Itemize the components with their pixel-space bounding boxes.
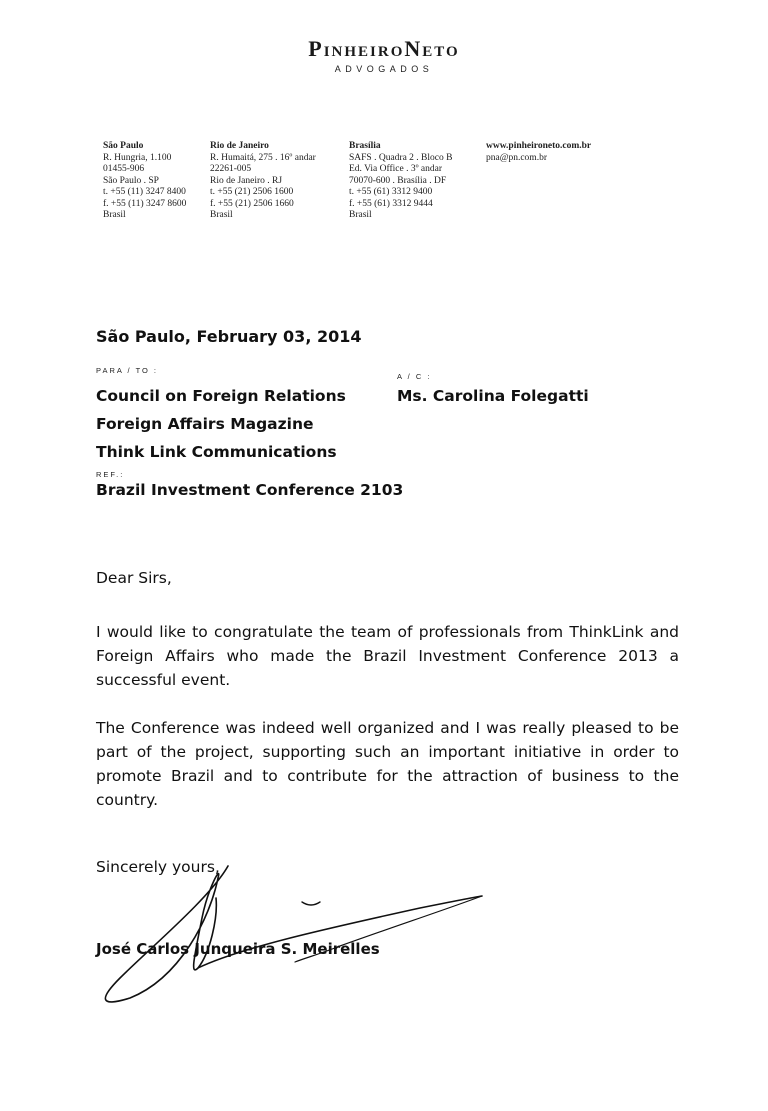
office-line: Brasil bbox=[103, 210, 126, 220]
firm-name: PinheiroNeto bbox=[308, 36, 460, 61]
office-line: t. +55 (11) 3247 8400 bbox=[103, 187, 186, 197]
recipient-list bbox=[96, 382, 346, 466]
attention-label: A / C : bbox=[397, 372, 432, 381]
paragraph-2: The Conference was indeed well organized and I was really pleased to be part of the project, supporting such an important initiative in order to promote Brazil and to contribute for the attraction of business to the country. bbox=[96, 719, 679, 809]
office-brasilia bbox=[349, 141, 452, 222]
reference-label: REF.: bbox=[96, 470, 125, 479]
office-line: São Paulo . SP bbox=[103, 175, 159, 186]
office-line: Brasil bbox=[210, 210, 233, 220]
office-line: 01455-906 bbox=[103, 164, 145, 174]
firm-email[interactable]: pna@pn.com.br bbox=[486, 152, 547, 163]
office-line: 70070-600 . Brasília . DF bbox=[349, 175, 447, 186]
reference: Brazil Investment Conference 2103 bbox=[96, 481, 404, 499]
salutation: Dear Sirs, bbox=[96, 569, 172, 587]
office-rio-de-janeiro bbox=[210, 141, 316, 222]
office-line: 22261-005 bbox=[210, 164, 252, 174]
to-label: PARA / TO : bbox=[96, 366, 159, 375]
date-line: São Paulo, February 03, 2014 bbox=[96, 327, 362, 346]
office-line: f. +55 (21) 2506 1660 bbox=[210, 198, 294, 209]
firm-website[interactable]: www.pinheironeto.com.br bbox=[486, 141, 592, 151]
office-city: São Paulo bbox=[103, 141, 144, 151]
signer-name: José Carlos Junqueira S. Meirelles bbox=[96, 940, 380, 958]
office-city: Rio de Janeiro bbox=[210, 141, 269, 151]
office-line: R. Hungria, 1.100 bbox=[103, 152, 172, 163]
handwritten-signature bbox=[90, 858, 490, 1018]
recipient: Think Link Communications bbox=[96, 443, 337, 461]
office-line: t. +55 (21) 2506 1600 bbox=[210, 187, 294, 197]
firm-logo bbox=[0, 36, 768, 74]
office-line: f. +55 (61) 3312 9444 bbox=[349, 198, 433, 209]
office-sao-paulo bbox=[103, 141, 186, 222]
closing: Sincerely yours, bbox=[96, 858, 220, 876]
firm-subtitle: ADVOGADOS bbox=[334, 64, 434, 74]
office-line: SAFS . Quadra 2 . Bloco B bbox=[349, 152, 453, 163]
office-line: t. +55 (61) 3312 9400 bbox=[349, 187, 433, 197]
office-line: Rio de Janeiro . RJ bbox=[210, 175, 283, 186]
office-city: Brasília bbox=[349, 141, 381, 151]
office-line: f. +55 (11) 3247 8600 bbox=[103, 198, 187, 209]
recipient: Foreign Affairs Magazine bbox=[96, 415, 314, 433]
office-line: Ed. Via Office . 3º andar bbox=[349, 164, 443, 174]
attention-name: Ms. Carolina Folegatti bbox=[397, 387, 589, 405]
firm-contact bbox=[486, 141, 591, 164]
paragraph-1: I would like to congratulate the team of professionals from ThinkLink and Foreign Affairs who made the Brazil Investment Conference 2013 a successful event. bbox=[96, 623, 679, 689]
office-line: R. Humaitá, 275 . 16º andar bbox=[210, 152, 316, 163]
recipient: Council on Foreign Relations bbox=[96, 387, 346, 405]
office-line: Brasil bbox=[349, 210, 372, 220]
